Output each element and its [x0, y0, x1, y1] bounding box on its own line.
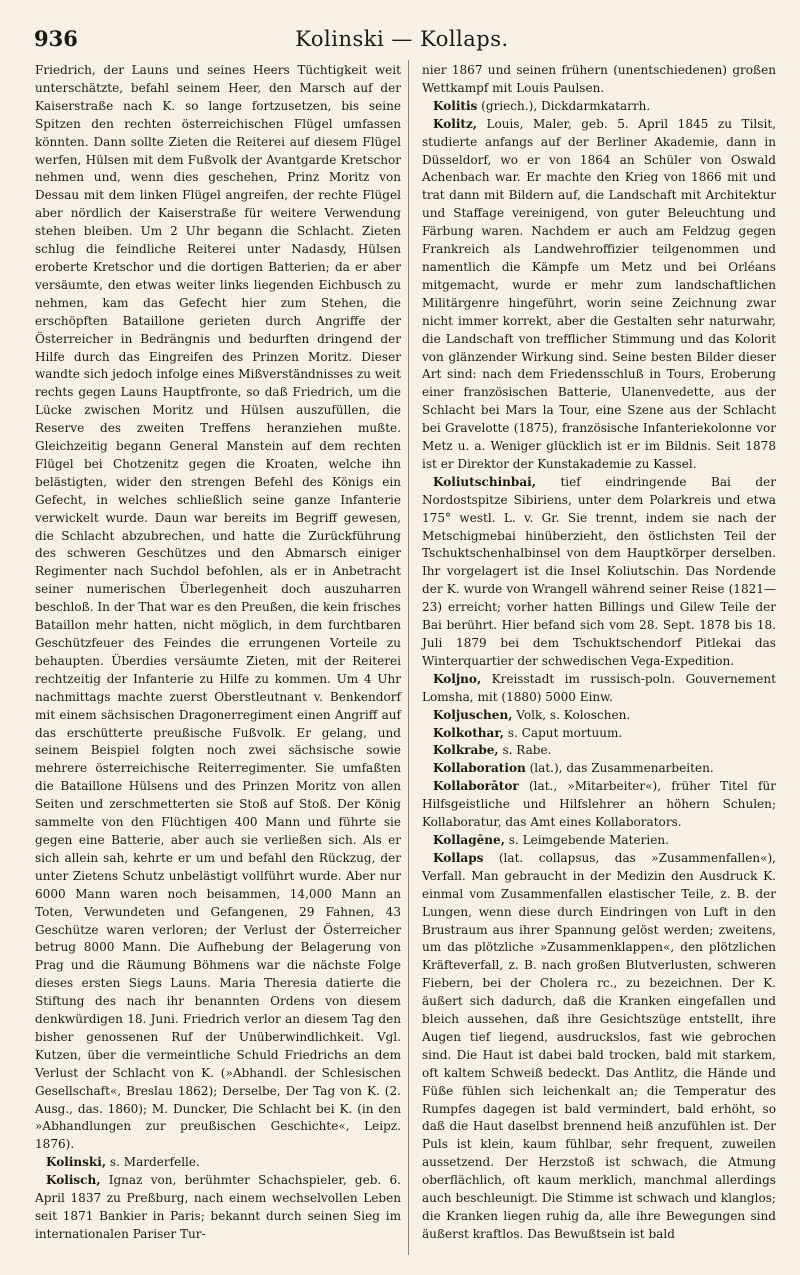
column-divider: [408, 60, 409, 1255]
left-column: [35, 62, 401, 1244]
entry-headword: Koljuschen,: [433, 707, 513, 722]
entry-kolinski: [35, 1154, 401, 1172]
entry-kollaps: [422, 850, 776, 1244]
entry-koljuschen: [422, 707, 776, 725]
entry-text: (griech.), Dickdarmkatarrh.: [477, 98, 651, 113]
entry-text: s. Marderfelle.: [106, 1155, 200, 1170]
entry-continuation-kolisch: [422, 62, 776, 98]
entry-headword: Kolitz,: [433, 116, 477, 131]
entry-kolkrabe: [422, 742, 776, 760]
entry-headword: Kollagēne,: [433, 832, 505, 847]
entry-text: tief eindringende Bai der Nordostspitze Sibiriens, unter dem Polarkreis und etwa 175° westl. L. v. Gr. Sie trennt, indem sie nach der Metschigmebai hinüberzieht, den östlichsten Teil der Tschuktschenhalbinsel von dem Hauptkörper derselben. Ihr vorgelagert ist die Insel Koliutschin. Das Nordende der K. wurde von Wrangell während seiner Reise (1821—23) erreicht; vorher hatten Billings und Gilew Teile der Bai berührt. Hier befand sich vom 28. Sept. 1878 bis 18. Juli 1879 bei dem Tschuktschendorf Pitlekai das Winterquartier der schwedischen Vega-Expedition.: [422, 474, 776, 668]
entry-koliutschinbai: [422, 474, 776, 671]
entry-text: Kreisstadt im russisch-poln. Gouvernement Lomsha, mit (1880) 5000 Einw.: [422, 671, 776, 704]
entry-kollaboration: [422, 760, 776, 778]
entry-text: nier 1867 und seinen frühern (unentschiedenen) großen Wettkampf mit Louis Paulsen.: [422, 63, 776, 95]
entry-text: (lat.), das Zusammenarbeiten.: [525, 761, 714, 776]
entry-kolitis: [422, 98, 776, 116]
entry-text: Louis, Maler, geb. 5. April 1845 zu Tilsit, studierte anfangs auf der Berliner Akademie, dann in Düsseldorf, wo er von 1864 an Schüler von Oswald Achenbach war. Er machte den Krieg von 1866 mit und trat dann mit Bildern auf, die Landschaft mit Architektur und Staffage vereinigend, von guter Beleuchtung und Färbung waren. Nachdem er auch am Feldzug gegen Frankreich als Landwehroffizier teilgenommen und namentlich die Kämpfe um Metz und bei Orléans mitgemacht, wurde er mehr zum landschaftlichen Militärgenre hingeführt, worin seine Zeichnung zwar nicht immer korrekt, aber die Gestalten sehr naturwahr, die Landschaft von trefflicher Stimmung und das Kolorit von glänzender Wirkung sind. Seine besten Bilder dieser Art sind: nach dem Friedensschluß in Tours, Eroberung einer französischen Batterie, Ulanenvedette, aus der Schlacht bei Mars la Tour, eine Szene aus der Schlacht bei Gravelotte (1875), französische Infanteriekolonne vor Metz u. a. Weniger glücklich ist er im Bildnis. Seit 1878 ist er Direktor der Kunstakademie zu Kassel.: [422, 116, 776, 471]
entry-headword: Kolkrabe,: [433, 743, 499, 758]
entry-headword: Kollaboration: [433, 761, 526, 776]
entry-headword: Koliutschinbai,: [433, 474, 536, 489]
entry-headword: Kolisch,: [46, 1173, 101, 1188]
entry-text: Volk, s. Koloschen.: [512, 707, 631, 722]
page-number: 936: [34, 26, 78, 51]
entry-kolitz: [422, 116, 776, 474]
entry-headword: Kolkothar,: [433, 725, 504, 740]
entry-kolkothar: [422, 725, 776, 743]
entry-headword: Kollaps: [433, 850, 484, 865]
entry-text: (lat., »Mitarbeiter«), früher Titel für Hilfsgeistliche und Hilfslehrer an höhern Schulen; Kollaboratur, das Amt eines Kollaborators.: [422, 779, 776, 830]
entry-continuation-kolin: [35, 62, 401, 1154]
entry-text: Friedrich, der Launs und seines Heers Tüchtigkeit weit unterschätzte, befahl seinem Heer, den Marsch auf der Kaiserstraße nach K. so lange fortzusetzen, bis seine Spitzen den rechten österreichischen Flügel umfassen könnten. Dann sollte Zieten die Reiterei auf diesem Flügel werfen, Hülsen mit dem Fußvolk der Avantgarde Kretschor nehmen und, wenn dies geschehen, Prinz Moritz von Dessau mit dem linken Flügel angreifen, der rechte Flügel aber nördlich der Kaiserstraße für weitere Verwendung stehen bleiben. Um 2 Uhr begann die Schlacht. Zieten schlug die feindliche Reiterei unter Nadasdy, Hülsen eroberte Kretschor und die dortigen Batterien; da er aber versäumte, den etwas weiter links liegenden Eichbusch zu nehmen, kam das Gefecht hier zum Stehen, die erschöpften Bataillone gerieten durch Angriffe der Österreicher in Bedrängnis und bedurften dringend der Hilfe durch das Eingreifen des Prinzen Moritz. Dieser wandte sich jedoch infolge eines Mißverständnisses zu weit rechts gegen Launs Hauptfronte, so daß Friedrich, um die Lücke zwischen Moritz und Hülsen auszufüllen, die Reserve des zweiten Treffens heranziehen mußte. Gleichzeitig begann General Manstein auf dem rechten Flügel bei Chotzenitz gegen die Kroaten, welche ihn belästigten, wider den strengen Befehl des Königs ein Gefecht, in welches schließlich seine ganze Infanterie verwickelt wurde. Daun war bereits im Begriff gewesen, die Schlacht abzubrechen, und hatte die Zurückführung des schweren Geschützes und den Abmarsch einiger Regimenter nach Suchdol befohlen, als er in Anbetracht seiner numerischen Überlegenheit doch auszuharren beschloß. In der That war es den Preußen, die kein frisches Bataillon mehr hatten, nicht möglich, in dem furchtbaren Geschützfeuer des Feindes die errungenen Vorteile zu behaupten. Überdies versäumte Zieten, mit der Reiterei rechtzeitig der Infanterie zu Hilfe zu kommen. Um 4 Uhr nachmittags machte zuerst Oberstleutnant v. Benkendorf mit einem sächsischen Dragonerregiment einen Angriff auf das erschütterte preußische Fußvolk. Er gelang, und seinem Beispiel folgten noch zwei sächsische sowie mehrere österreichische Reiterregimenter. Sie umfaßten die Bataillone Hülsens und des Prinzen Moritz von allen Seiten und zerschmetterten sie Stoß auf Stoß. Der König sammelte von den Flüchtigen 400 Mann und führte sie gegen eine Batterie, aber auch sie verließen sich. Als er sich allein sah, kehrte er um und befahl den Rückzug, der unter Zietens Schutz unbelästigt vollführt wurde. Aber nur 6000 Mann waren noch beisammen, 14,000 Mann an Toten, Verwundeten und Gefangenen, 29 Fahnen, 43 Geschütze waren verloren; der Verlust der Österreicher betrug 8000 Mann. Die Aufhebung der Belagerung von Prag und die Räumung Böhmens war die nächste Folge dieses ersten Siegs Launs. Maria Theresia datierte die Stiftung des nach ihr benannten Ordens von diesem denkwürdigen 18. Juni. Friedrich verlor an diesem Tag den bisher genossenen Ruf der Unüberwindlichkeit. Vgl. Kutzen, über die vermeintliche Schuld Friedrichs an dem Verlust der Schlacht von K. (»Abhandl. der Schlesischen Gesellschaft«, Breslau 1862); Derselbe, Der Tag von K. (2. Ausg., das. 1860); M. Duncker, Die Schlacht bei K. (in den »Abhandlungen zur preußischen Geschichte«, Leipz. 1876).: [35, 63, 401, 1152]
entry-text: (lat. collapsus, das »Zusammenfallen«), Verfall. Man gebraucht in der Medizin den Ausdruck K. einmal vom Zusammenfallen elastischer Teile, z. B. der Lungen, wenn diese durch Eindringen von Luft in den Brustraum aus ihrer Spannung gelöst werden; zweitens, um das plötzliche »Zusammenklappen«, den plötzlichen Kräfteverfall, z. B. nach großen Blutverlusten, schweren Fiebern, bei der Cholera rc., zu bezeichnen. Der K. äußert sich dadurch, daß die Kranken eingefallen und bleich aussehen, daß ihre Gesichtszüge entstellt, ihre Augen tief liegend, ausdruckslos, fast wie gebrochen sind. Die Haut ist dabei bald trocken, bald mit starkem, oft kaltem Schweiß bedeckt. Das Antlitz, die Hände und Füße fühlen sich leichenkalt an; die Temperatur des Rumpfes dagegen ist bald vermindert, bald erhöht, so daß die Haut daselbst brennend heiß anzufühlen ist. Der Puls ist klein, kaum fühlbar, sehr frequent, zuweilen aussetzend. Der Herzstoß ist schwach, die Atmung oberflächlich, oft kaum merklich, manchmal allerdings auch beschleunigt. Die Stimme ist schwach und klanglos; die Kranken liegen ruhig da, alle ihre Bewegungen sind äußerst kraftlos. Das Bewußtsein ist bald: [422, 850, 776, 1241]
entry-text: Ignaz von, berühmter Schachspieler, geb. 6. April 1837 zu Preßburg, nach einem wechselvollen Leben seit 1871 Bankier in Paris; bekannt durch seinen Sieg im internationalen Pariser Tur-: [35, 1173, 401, 1241]
entry-kollagene: [422, 832, 776, 850]
entry-text: s. Leimgebende Materien.: [504, 832, 669, 847]
entry-text: s. Caput mortuum.: [504, 725, 623, 740]
entry-headword: Kolitis: [433, 98, 478, 113]
running-title: Kolinski — Kollaps.: [295, 27, 509, 51]
entry-text: s. Rabe.: [498, 743, 552, 758]
entry-kolisch: [35, 1172, 401, 1244]
entry-headword: Kolinski,: [46, 1155, 107, 1170]
entry-kollaborator: [422, 778, 776, 832]
page-header: [34, 22, 770, 56]
entry-headword: Koljno,: [433, 671, 482, 686]
right-column: [422, 62, 776, 1244]
entry-koljno: [422, 671, 776, 707]
entry-headword: Kollaborātor: [433, 779, 519, 794]
